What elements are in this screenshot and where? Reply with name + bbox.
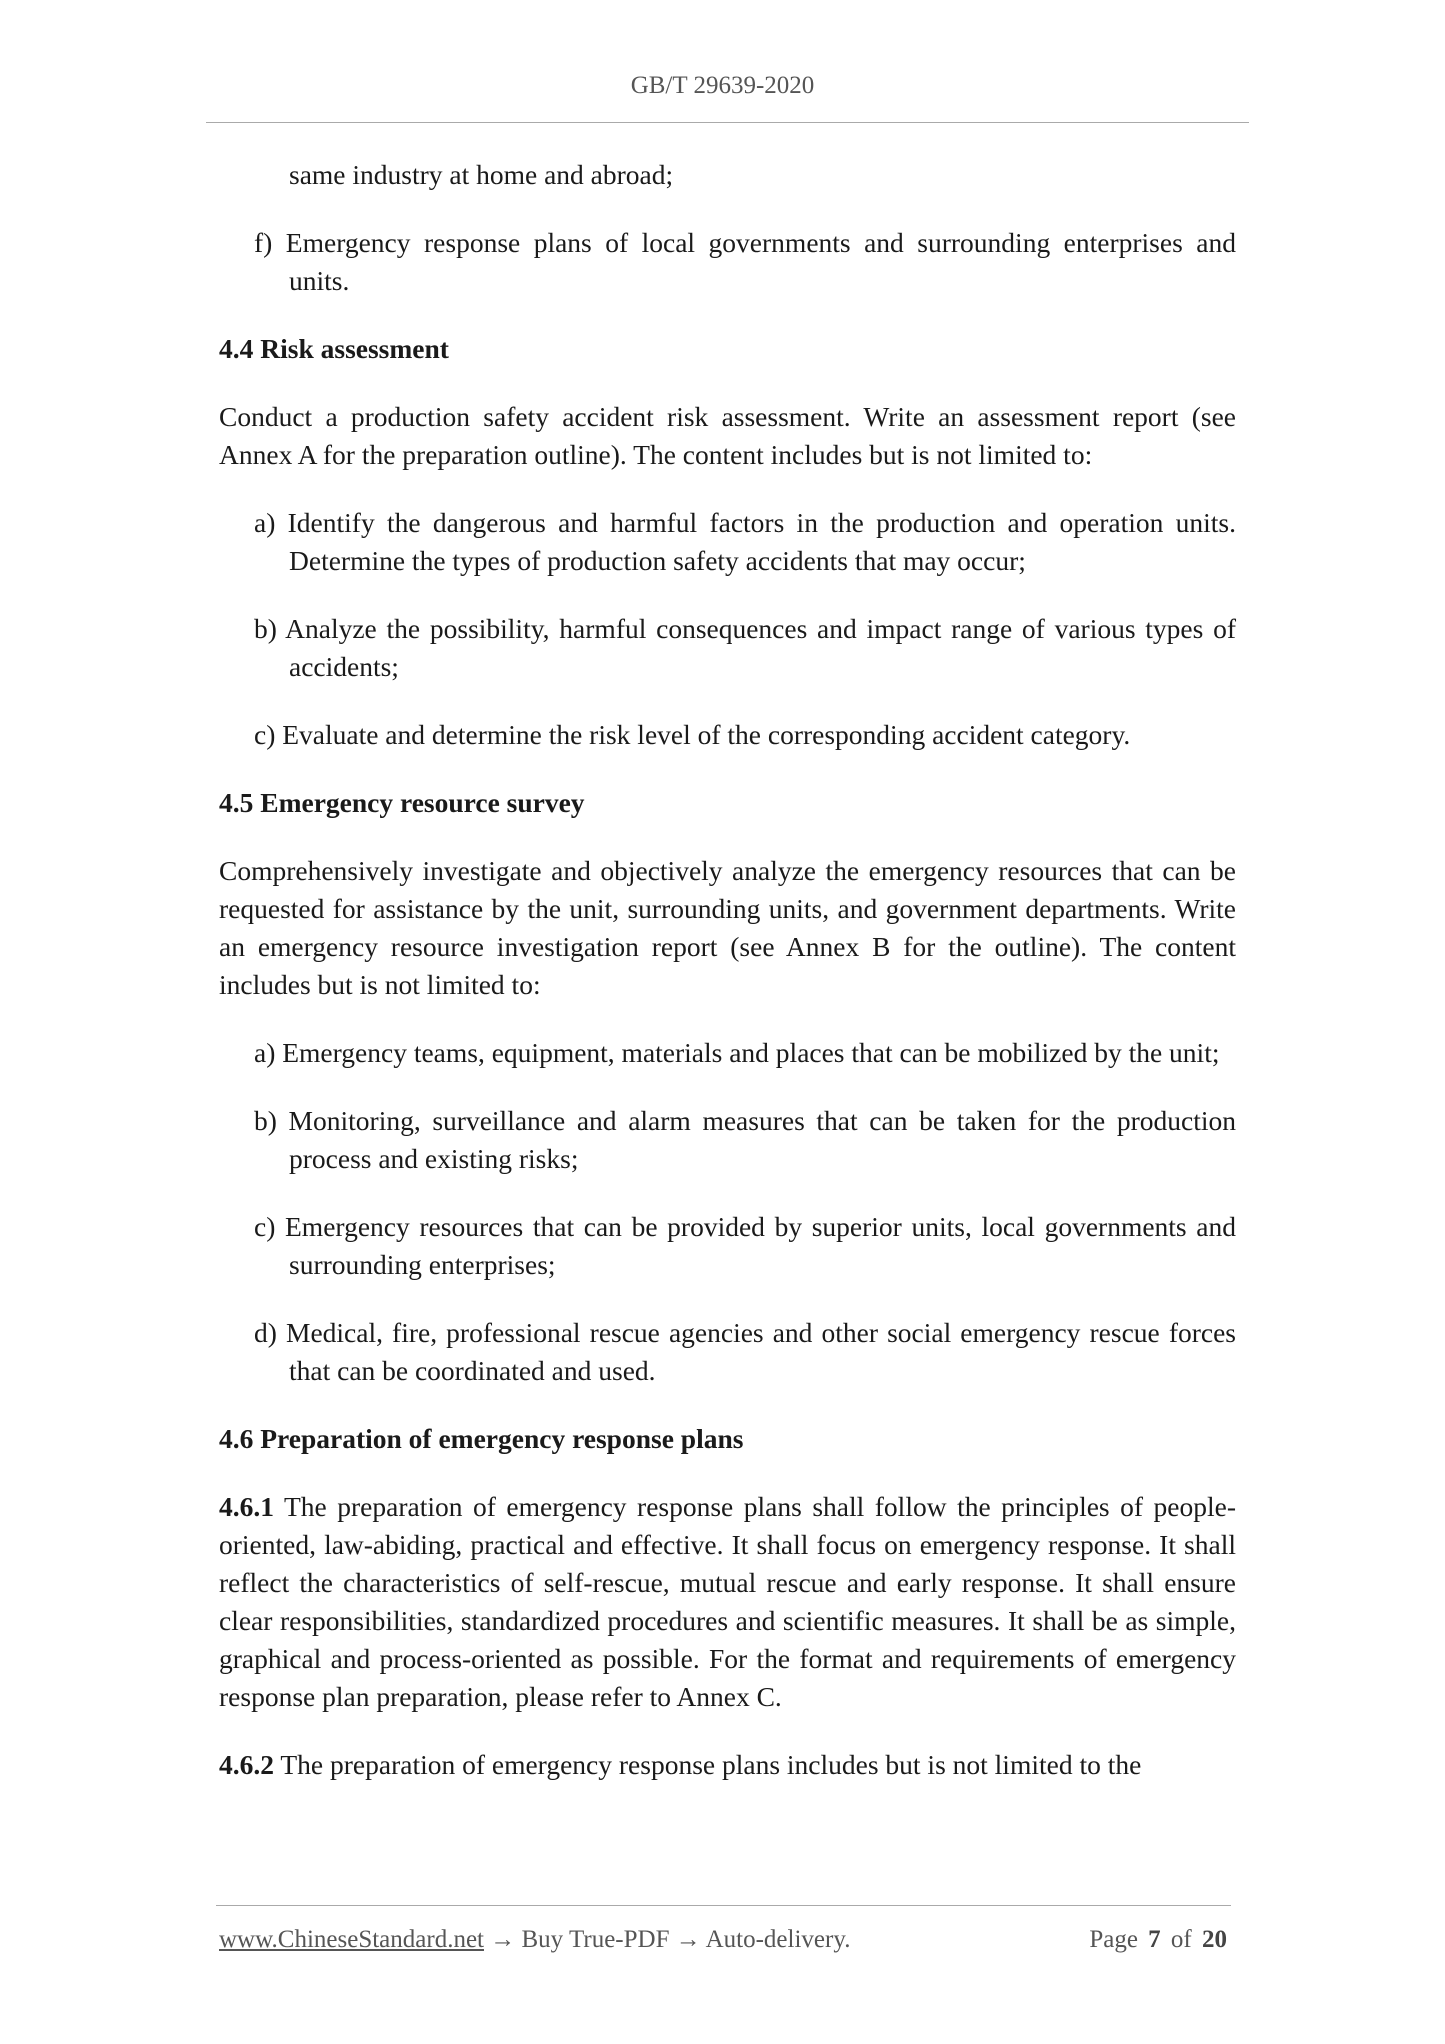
clause-4-6-2	[219, 1746, 1236, 1784]
list-item: a) Identify the dangerous and harmful factors in the production and operation units. Determine the types of production safety accidents that may occur;	[254, 507, 1236, 576]
section-heading-4-4: 4.4 Risk assessment	[219, 333, 449, 364]
paragraph: Conduct a production safety accident risk assessment. Write an assessment report (see Annex A for the preparation outline). The content includes but is not limited to:	[219, 401, 1236, 470]
page-total: 20	[1202, 1926, 1227, 1953]
paragraph: Comprehensively investigate and objectively analyze the emergency resources that can be requested for assistance by the unit, surrounding units, and government departments. Write an emergency resource investigation report (see Annex B for the outline). The content includes but is not limited to:	[219, 855, 1236, 1000]
list-item: b) Analyze the possibility, harmful consequences and impact range of various types of accidents;	[254, 613, 1236, 682]
document-id-header: GB/T 29639-2020	[630, 72, 815, 99]
footer-divider	[216, 1905, 1231, 1906]
of-label: of	[1170, 1926, 1192, 1953]
page-content	[219, 156, 1236, 1814]
page-indicator	[1089, 1926, 1227, 1954]
clause-text: The preparation of emergency response plans shall follow the principles of people-oriented, law-abiding, practical and effective. It shall focus on emergency response. It shall reflect the characteristics of self-rescue, mutual rescue and early response. It shall ensure clear responsibilities, standardized procedures and scientific measures. It shall be as simple, graphical and process-oriented as possible. For the format and requirements of emergency response plan preparation, please refer to Annex C.	[219, 1491, 1236, 1712]
list-item-continuation: same industry at home and abroad;	[289, 159, 674, 190]
list-item: c) Evaluate and determine the risk level of the corresponding accident category.	[254, 719, 1131, 750]
page-number: 7	[1148, 1926, 1161, 1953]
clause-number: 4.6.1	[219, 1491, 274, 1522]
clause-number: 4.6.2	[219, 1749, 274, 1780]
arrow-right-icon: →	[490, 1926, 516, 1953]
footer-promo	[219, 1926, 850, 1954]
list-item: f) Emergency response plans of local governments and surrounding enterprises and units.	[254, 227, 1236, 296]
clause-text: The preparation of emergency response plans includes but is not limited to the	[274, 1749, 1142, 1780]
list-item: d) Medical, fire, professional rescue agencies and other social emergency rescue forces that can be coordinated and used.	[254, 1317, 1236, 1386]
section-heading-4-5: 4.5 Emergency resource survey	[219, 787, 585, 818]
section-heading-4-6: 4.6 Preparation of emergency response plans	[219, 1423, 744, 1454]
delivery-text: Auto-delivery.	[700, 1926, 851, 1953]
list-item: b) Monitoring, surveillance and alarm measures that can be taken for the production process and existing risks;	[254, 1105, 1236, 1174]
clause-4-6-1	[219, 1488, 1236, 1716]
header-divider	[206, 122, 1249, 123]
page-label: Page	[1089, 1926, 1138, 1953]
site-link[interactable]: www.ChineseStandard.net	[219, 1926, 484, 1953]
list-item: c) Emergency resources that can be provided by superior units, local governments and surrounding enterprises;	[254, 1211, 1236, 1280]
list-item: a) Emergency teams, equipment, materials and places that can be mobilized by the unit;	[254, 1037, 1220, 1068]
buy-text: Buy True-PDF	[515, 1926, 676, 1953]
arrow-right-icon: →	[675, 1926, 701, 1953]
